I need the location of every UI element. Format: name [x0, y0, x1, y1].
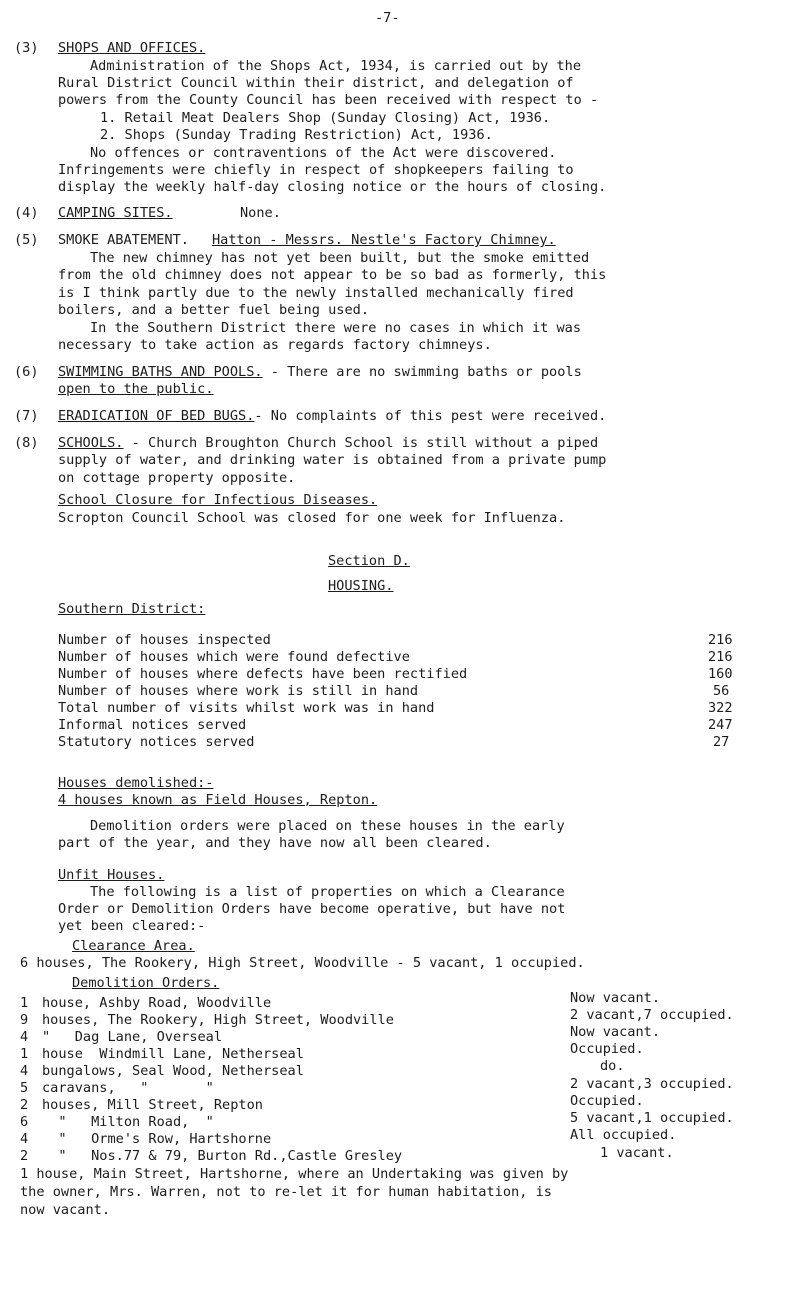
school-closure-heading: School Closure for Infectious Diseases.: [58, 492, 378, 508]
schools-line-3: on cottage property opposite.: [58, 470, 296, 486]
clearance-area-heading: Clearance Area.: [72, 938, 195, 954]
section-number-5: (5): [14, 232, 39, 248]
clearance-area-line: 6 houses, The Rookery, High Street, Woodville - 5 vacant, 1 occupied.: [20, 955, 585, 971]
stat-value: 247: [708, 717, 733, 733]
smoke-subheading: Hatton - Messrs. Nestle's Factory Chimney.: [212, 232, 556, 248]
shops-line-1: Administration of the Shops Act, 1934, is carried out by the: [90, 58, 582, 74]
schools-heading: SCHOOLS.: [58, 435, 124, 451]
order-status: All occupied.: [570, 1127, 677, 1143]
section-number-4: (4): [14, 205, 39, 221]
unfit-line-2: Order or Demolition Orders have become operative, but have not: [58, 901, 566, 917]
stat-label: Informal notices served: [58, 717, 247, 733]
order-description: house Windmill Lane, Netherseal: [42, 1046, 304, 1062]
smoke-line-4: boilers, and a better fuel being used.: [58, 302, 369, 318]
closing-line-1: 1 house, Main Street, Hartshorne, where an Undertaking was given by: [20, 1166, 569, 1182]
houses-demolished-heading: Houses demolished:-: [58, 775, 214, 791]
stat-value: 56: [713, 683, 730, 699]
order-description: " Dag Lane, Overseal: [42, 1029, 223, 1045]
shops-act-2: 2. Shops (Sunday Trading Restriction) Act, 1936.: [100, 127, 493, 143]
order-description: " Orme's Row, Hartshorne: [42, 1131, 272, 1147]
school-closure-text: Scropton Council School was closed for one week for Influenza.: [58, 510, 566, 526]
shops-act-1: 1. Retail Meat Dealers Shop (Sunday Closing) Act, 1936.: [100, 110, 551, 126]
smoke-line-1: The new chimney has not yet been built, but the smoke emitted: [90, 250, 590, 266]
stat-label: Statutory notices served: [58, 734, 255, 750]
order-description: houses, The Rookery, High Street, Woodville: [42, 1012, 394, 1028]
order-count: 5: [20, 1080, 29, 1096]
swimming-line-2: open to the public.: [58, 381, 214, 397]
bedbugs-text: - No complaints of this pest were received.: [254, 408, 607, 424]
swimming-heading: SWIMMING BATHS AND POOLS.: [58, 364, 263, 380]
houses-demolished-sub: 4 houses known as Field Houses, Repton.: [58, 792, 378, 808]
closing-line-3: now vacant.: [20, 1202, 111, 1218]
housing-heading: HOUSING.: [328, 578, 394, 594]
stat-value: 216: [708, 632, 733, 648]
shops-line-7: Infringements were chiefly in respect of shopkeepers failing to: [58, 162, 574, 178]
camping-text: None.: [240, 205, 281, 221]
shops-heading: SHOPS AND OFFICES.: [58, 40, 206, 56]
stat-label: Total number of visits whilst work was in hand: [58, 700, 435, 716]
order-count: 1: [20, 1046, 29, 1062]
stat-value: 216: [708, 649, 733, 665]
stat-label: Number of houses where defects have been rectified: [58, 666, 468, 682]
unfit-houses-heading: Unfit Houses.: [58, 867, 165, 883]
section-number-7: (7): [14, 408, 39, 424]
smoke-line-5: In the Southern District there were no cases in which it was: [90, 320, 582, 336]
page-number: -7-: [375, 10, 400, 26]
order-status: 1 vacant.: [600, 1145, 674, 1161]
order-status: 2 vacant,3 occupied.: [570, 1076, 734, 1092]
smoke-line-3: is I think partly due to the newly installed mechanically fired: [58, 285, 574, 301]
schools-line-2: supply of water, and drinking water is obtained from a private pump: [58, 452, 607, 468]
order-status: Now vacant.: [570, 990, 661, 1006]
section-d-title: Section D.: [328, 553, 410, 569]
order-status: Occupied.: [570, 1093, 644, 1109]
order-count: 4: [20, 1063, 29, 1079]
order-count: 4: [20, 1131, 29, 1147]
order-description: " Milton Road, ": [42, 1114, 214, 1130]
smoke-line-6: necessary to take action as regards factory chimneys.: [58, 337, 492, 353]
camping-heading: CAMPING SITES.: [58, 205, 173, 221]
order-status: Now vacant.: [570, 1024, 661, 1040]
stat-label: Number of houses inspected: [58, 632, 271, 648]
demolished-line-2: part of the year, and they have now all been cleared.: [58, 835, 492, 851]
order-count: 2: [20, 1148, 29, 1164]
shops-line-8: display the weekly half-day closing notice or the hours of closing.: [58, 179, 607, 195]
section-number-8: (8): [14, 435, 39, 451]
order-count: 1: [20, 995, 29, 1011]
order-status: 2 vacant,7 occupied.: [570, 1007, 734, 1023]
stat-value: 27: [713, 734, 730, 750]
smoke-heading: SMOKE ABATEMENT.: [58, 232, 189, 248]
order-count: 4: [20, 1029, 29, 1045]
swimming-text: - There are no swimming baths or pools: [262, 364, 582, 380]
smoke-line-2: from the old chimney does not appear to be so bad as formerly, this: [58, 267, 607, 283]
order-count: 9: [20, 1012, 29, 1028]
southern-district-heading: Southern District:: [58, 601, 206, 617]
stat-label: Number of houses where work is still in hand: [58, 683, 419, 699]
bedbugs-heading: ERADICATION OF BED BUGS.: [58, 408, 255, 424]
shops-line-2: Rural District Council within their district, and delegation of: [58, 75, 574, 91]
order-count: 6: [20, 1114, 29, 1130]
order-description: bungalows, Seal Wood, Netherseal: [42, 1063, 304, 1079]
section-number-6: (6): [14, 364, 39, 380]
order-status: Occupied.: [570, 1041, 644, 1057]
shops-line-3: powers from the County Council has been received with respect to -: [58, 92, 599, 108]
order-status: 5 vacant,1 occupied.: [570, 1110, 734, 1126]
stat-value: 160: [708, 666, 733, 682]
order-description: " Nos.77 & 79, Burton Rd.,Castle Gresley: [42, 1148, 403, 1164]
order-description: caravans, " ": [42, 1080, 214, 1096]
order-count: 2: [20, 1097, 29, 1113]
schools-text: - Church Broughton Church School is still without a piped: [123, 435, 599, 451]
unfit-line-1: The following is a list of properties on which a Clearance: [90, 884, 565, 900]
section-number-3: (3): [14, 40, 39, 56]
order-status: do.: [600, 1058, 625, 1074]
shops-line-6: No offences or contraventions of the Act were discovered.: [90, 145, 557, 161]
closing-line-2: the owner, Mrs. Warren, not to re-let it for human habitation, is: [20, 1184, 552, 1200]
order-description: houses, Mill Street, Repton: [42, 1097, 263, 1113]
order-description: house, Ashby Road, Woodville: [42, 995, 272, 1011]
unfit-line-3: yet been cleared:-: [58, 918, 206, 934]
demolition-orders-heading: Demolition Orders.: [72, 975, 220, 991]
demolished-line-1: Demolition orders were placed on these houses in the early: [90, 818, 565, 834]
stat-value: 322: [708, 700, 733, 716]
stat-label: Number of houses which were found defective: [58, 649, 410, 665]
